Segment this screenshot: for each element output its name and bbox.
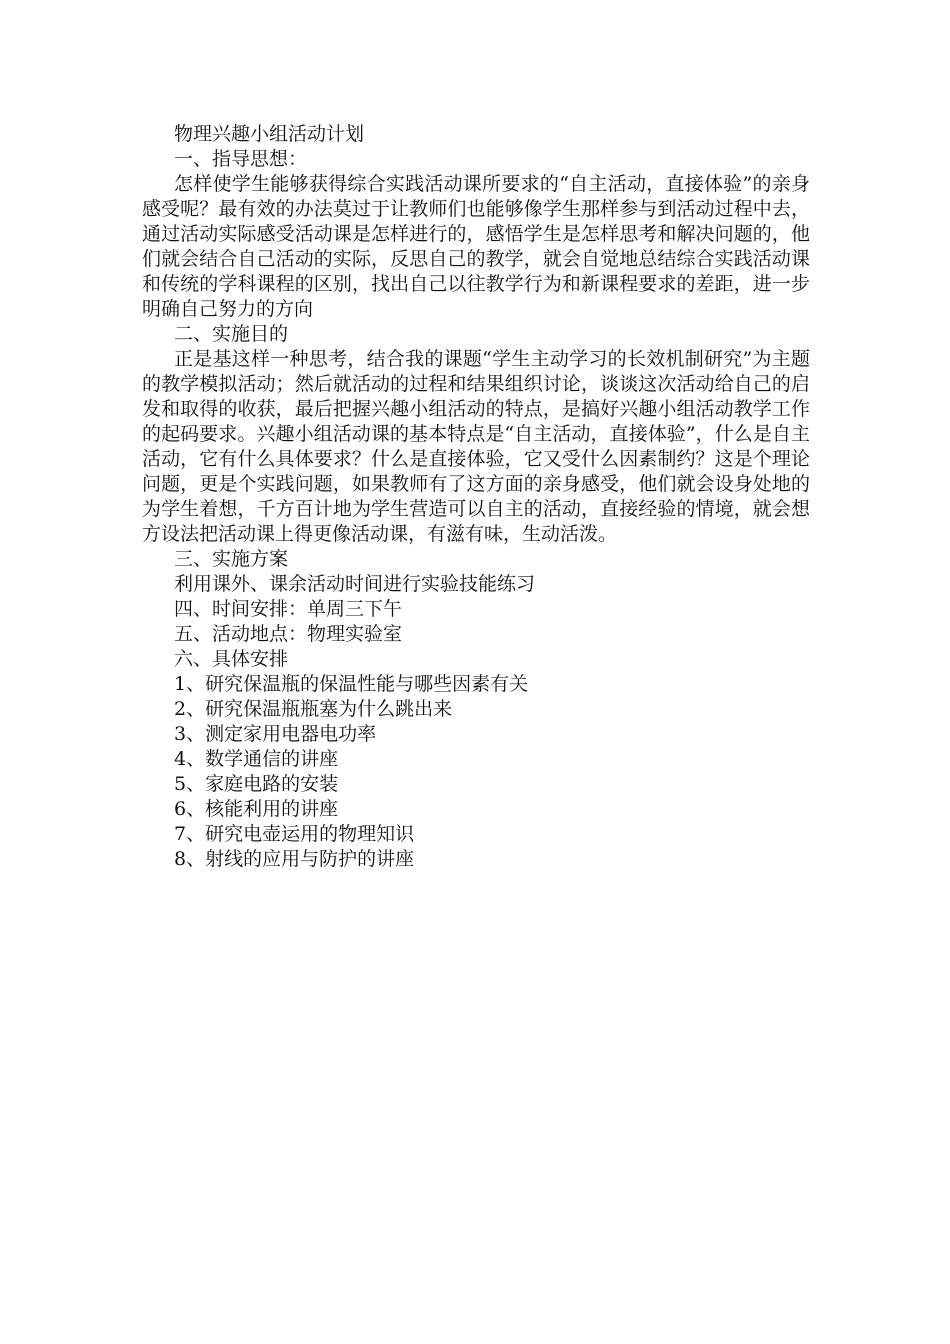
section-schedule: 四、时间安排：单周三下午 xyxy=(174,598,403,620)
list-item: 2、研究保温瓶瓶塞为什么跳出来 xyxy=(174,698,453,720)
list-item: 4、数学通信的讲座 xyxy=(174,748,339,770)
list-item: 6、核能利用的讲座 xyxy=(174,798,339,820)
document-title: 物理兴趣小组活动计划 xyxy=(174,123,365,145)
section-heading-arrangement: 六、具体安排 xyxy=(174,648,289,670)
list-item: 3、测定家用电器电功率 xyxy=(174,723,377,745)
section-heading-plan: 三、实施方案 xyxy=(174,548,289,570)
paragraph-plan: 利用课外、课余活动时间进行实验技能练习 xyxy=(174,573,536,595)
document-body xyxy=(142,122,810,872)
section-location: 五、活动地点：物理实验室 xyxy=(174,623,403,645)
section-heading-purpose: 二、实施目的 xyxy=(174,323,289,345)
list-item: 7、研究电壶运用的物理知识 xyxy=(174,823,415,845)
list-item: 5、家庭电路的安装 xyxy=(174,773,339,795)
paragraph-purpose: 正是基这样一种思考，结合我的课题“学生主动学习的长效机制研究”为主题的教学模拟活动；然后就活动的过程和结果组织讨论，谈谈这次活动给自己的启发和取得的收获，最后把握兴趣小组活动的特点，是搞好兴趣小组活动教学工作的起码要求。兴趣小组活动课的基本特点是“自主活动，直接体验”，什么是自主活动，它有什么具体要求？什么是直接体验，它又受什么因素制约？这是个理论问题，更是个实践问题，如果教师有了这方面的亲身感受，他们就会设身处地的为学生着想，千方百计地为学生营造可以自主的活动，直接经验的情境，就会想方设法把活动课上得更像活动课，有滋有味，生动活泼。 xyxy=(142,348,810,545)
paragraph-guiding-thought: 怎样使学生能够获得综合实践活动课所要求的“自主活动，直接体验”的亲身感受呢？最有效的办法莫过于让教师们也能够像学生那样参与到活动过程中去，通过活动实际感受活动课是怎样进行的，感悟学生是怎样思考和解决问题的，他们就会结合自己活动的实际，反思自己的教学，就会自觉地总结综合实践活动课和传统的学科课程的区别，找出自己以往教学行为和新课程要求的差距，进一步明确自己努力的方向 xyxy=(142,173,810,320)
list-item: 8、射线的应用与防护的讲座 xyxy=(174,848,415,870)
list-item: 1、研究保温瓶的保温性能与哪些因素有关 xyxy=(174,673,529,695)
section-heading-guiding-thought: 一、指导思想： xyxy=(174,148,308,170)
